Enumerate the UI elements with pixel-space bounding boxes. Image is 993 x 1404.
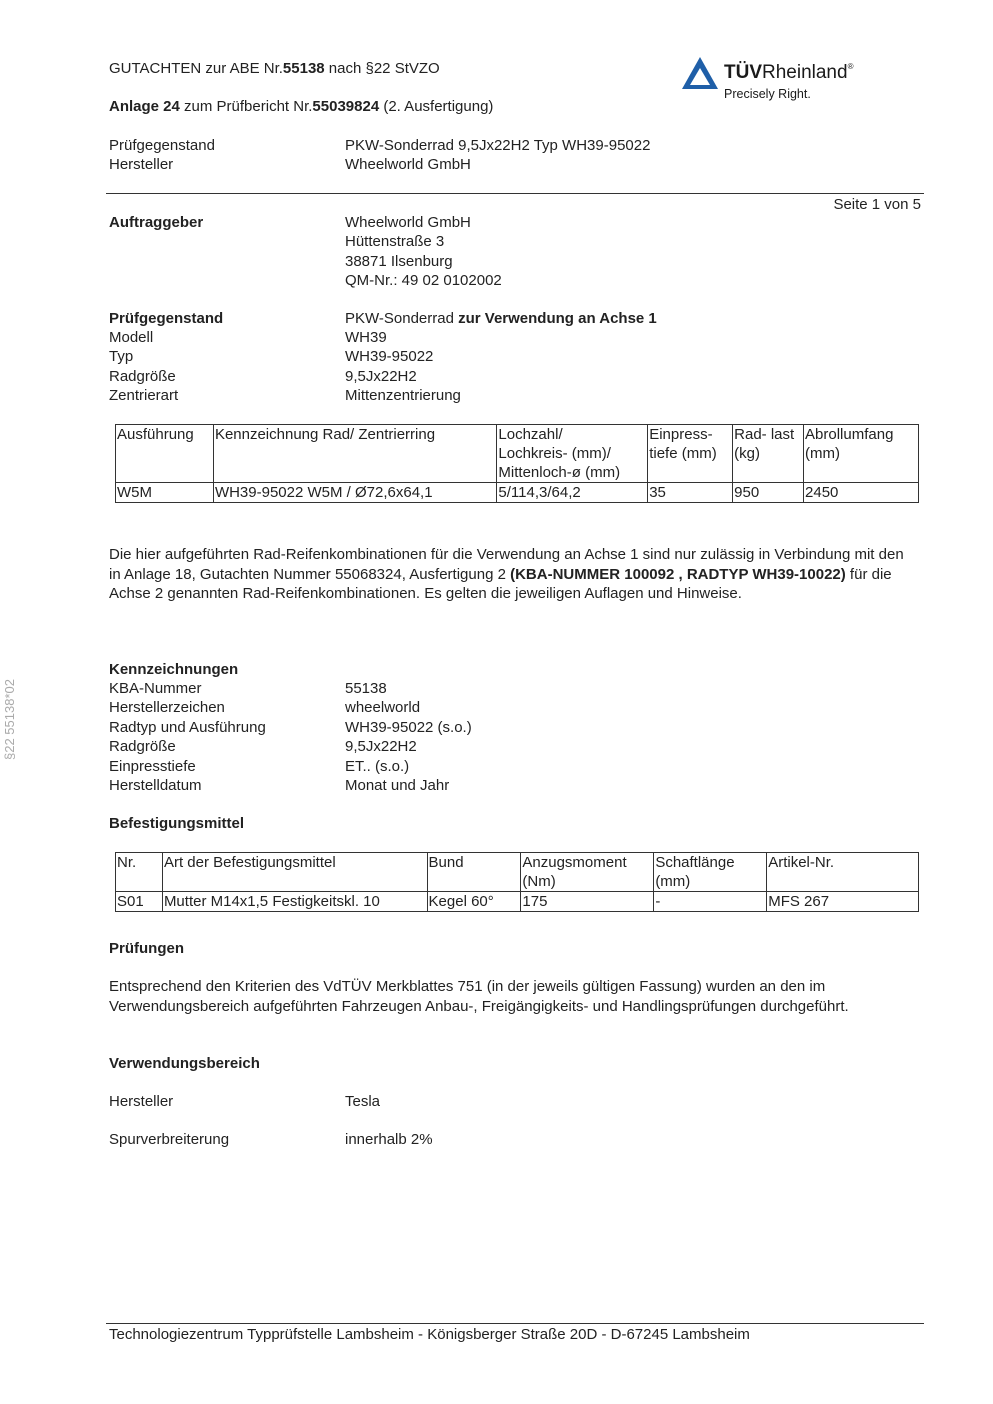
tuv-logo <box>680 55 870 105</box>
marking-label: Herstelldatum <box>109 777 202 795</box>
col-header-shaft-length: Schaftlänge (mm) <box>654 853 767 892</box>
size-value: 9,5Jx22H2 <box>345 367 417 385</box>
col-header-variant: Ausführung <box>116 425 214 483</box>
table-cell: 950 <box>733 483 804 503</box>
summary-value-manufacturer: Wheelworld GmbH <box>345 156 471 173</box>
marking-value: wheelworld <box>345 699 421 717</box>
table-row <box>116 892 919 912</box>
table-cell: - <box>654 892 767 912</box>
variant-table <box>115 424 919 503</box>
client-label: Auftraggeber <box>109 214 204 231</box>
marking-label: Einpresstiefe <box>109 757 196 775</box>
subject-rows-labels <box>109 328 178 406</box>
table-cell: 5/114,3/64,2 <box>497 483 648 503</box>
col-header-fastener-type: Art der Befestigungsmittel <box>162 853 427 892</box>
logo-tagline: Precisely Right. <box>724 87 811 101</box>
scope-track-value: innerhalb 2% <box>345 1131 433 1148</box>
side-reference: §22 55138*02 <box>2 679 17 760</box>
client-address <box>345 213 502 291</box>
table-cell: 35 <box>648 483 733 503</box>
col-header-no: Nr. <box>116 853 163 892</box>
marking-value: 9,5Jx22H2 <box>345 738 417 756</box>
logo-brand: TÜVRheinland® <box>724 62 854 83</box>
client-line: Hüttenstraße 3 <box>345 233 445 251</box>
client-line: 38871 Ilsenburg <box>345 252 453 270</box>
header-divider <box>106 193 924 194</box>
markings-title: Kennzeichnungen <box>109 661 239 678</box>
table-cell: 175 <box>521 892 654 912</box>
markings-labels <box>109 679 266 795</box>
marking-label: KBA-Nummer <box>109 680 202 697</box>
size-label: Radgröße <box>109 367 176 385</box>
subject-label: Prüfgegenstand <box>109 310 224 327</box>
marking-value: 55138 <box>345 680 387 697</box>
variant-table-header <box>116 425 919 483</box>
marking-value: Monat und Jahr <box>345 777 450 795</box>
col-header-load: Rad- last (kg) <box>733 425 804 483</box>
table-cell: MFS 267 <box>767 892 919 912</box>
summary-value-subject: PKW-Sonderrad 9,5Jx22H2 Typ WH39-95022 <box>345 137 651 154</box>
type-label: Typ <box>109 348 134 366</box>
scope-title: Verwendungsbereich <box>109 1055 260 1072</box>
marking-label: Radtyp und Ausführung <box>109 718 266 736</box>
combination-note: Die hier aufgeführten Rad-Reifenkombinationen für die Verwendung an Achse 1 sind nur zulässig in Verbindung mit den in Anlage 18, Gutachten Nummer 55068324, Ausfertigung 2 (KBA-NUMMER 100092 , RADTYP WH39-10022) für die Achse 2 genannten Rad-Reifenkombinationen. Es gelten die jeweiligen Auflagen und Hinweise. <box>109 546 904 603</box>
table-cell: WH39-95022 W5M / Ø72,6x64,1 <box>213 483 496 503</box>
tests-title: Prüfungen <box>109 940 184 957</box>
type-value: WH39-95022 <box>345 348 434 366</box>
marking-label: Radgröße <box>109 738 176 756</box>
col-header-bolt-pattern: Lochzahl/ Lochkreis- (mm)/ Mittenloch-ø (mm) <box>497 425 648 483</box>
footer-address: Technologiezentrum Typprüfstelle Lambsheim - Königsberger Straße 20D - D-67245 Lambsheim <box>109 1326 750 1343</box>
fasteners-title: Befestigungsmittel <box>109 815 245 832</box>
col-header-torque: Anzugsmoment (Nm) <box>521 853 654 892</box>
client-line: Wheelworld GmbH <box>345 214 471 231</box>
col-header-seat: Bund <box>427 853 521 892</box>
model-label: Modell <box>109 329 154 346</box>
summary-label-manufacturer: Hersteller <box>109 156 174 173</box>
scope-manufacturer-value: Tesla <box>345 1093 381 1110</box>
scope-manufacturer-label: Hersteller <box>109 1093 174 1110</box>
subject-rows-values <box>345 328 461 406</box>
table-cell: W5M <box>116 483 214 503</box>
marking-value: WH39-95022 (s.o.) <box>345 718 472 736</box>
col-header-offset: Einpress- tiefe (mm) <box>648 425 733 483</box>
markings-values <box>345 679 472 795</box>
col-header-article-no: Artikel-Nr. <box>767 853 919 892</box>
model-value: WH39 <box>345 329 387 346</box>
centering-label: Zentrierart <box>109 387 179 405</box>
attachment-line: Anlage 24 zum Prüfbericht Nr.55039824 (2. Ausfertigung) <box>109 98 494 115</box>
table-cell: 2450 <box>804 483 919 503</box>
page-number: Seite 1 von 5 <box>833 196 921 213</box>
table-cell: Kegel 60° <box>427 892 521 912</box>
footer-divider <box>106 1323 924 1324</box>
col-header-marking: Kennzeichnung Rad/ Zentrierring <box>213 425 496 483</box>
centering-value: Mittenzentrierung <box>345 387 461 405</box>
tests-text: Entsprechend den Kriterien des VdTÜV Merkblattes 751 (in der jeweils gültigen Fassung) wurden an den im Verwendungsbereich aufgeführten Fahrzeugen Anbau-, Freigängigkeits- und Handlingsprüfungen durchgeführt. <box>109 978 849 1015</box>
subject-value: PKW-Sonderrad zur Verwendung an Achse 1 <box>345 310 657 327</box>
scope-track-label: Spurverbreiterung <box>109 1131 230 1148</box>
fasteners-table <box>115 852 919 912</box>
col-header-circumference: Abrollumfang (mm) <box>804 425 919 483</box>
summary-label-subject: Prüfgegenstand <box>109 137 215 154</box>
table-cell: S01 <box>116 892 163 912</box>
client-line: QM-Nr.: 49 02 0102002 <box>345 272 502 290</box>
marking-value: ET.. (s.o.) <box>345 757 410 775</box>
fasteners-table-header <box>116 853 919 892</box>
table-cell: Mutter M14x1,5 Festigkeitskl. 10 <box>162 892 427 912</box>
table-row <box>116 483 919 503</box>
marking-label: Herstellerzeichen <box>109 699 225 717</box>
report-title: GUTACHTEN zur ABE Nr.55138 nach §22 StVZO <box>109 60 440 77</box>
tuv-triangle-icon <box>680 55 720 93</box>
